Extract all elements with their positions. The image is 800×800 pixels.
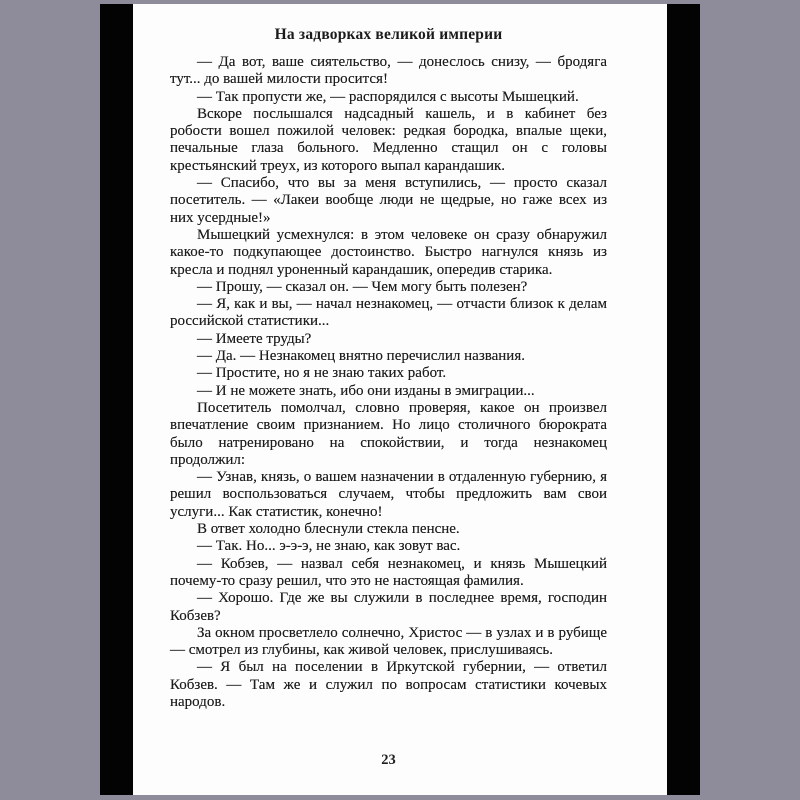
page-text bbox=[170, 54, 607, 711]
paragraph: За окном просветлело солнечно, Христос — в узлах и в рубище — смотрел из глубины, как живой человек, прислушиваясь. bbox=[170, 624, 607, 659]
page-edge-shadow-left bbox=[100, 4, 133, 795]
paragraph: — Так пропусти же, — распорядился с высоты Мышецкий. bbox=[197, 88, 579, 105]
paragraph: — Я, как и вы, — начал незнакомец, — отчасти близок к делам российской статистики... bbox=[170, 296, 607, 330]
paragraph: — Так. Но... э-э-э, не знаю, как зовут вас. bbox=[197, 538, 461, 555]
paragraph: — Прошу, — сказал он. — Чем могу быть полезен? bbox=[197, 278, 528, 295]
paragraph: — Простите, но я не знаю таких работ. bbox=[197, 365, 447, 382]
paragraph: — Узнав, князь, о вашем назначении в отдаленную губернию, я решил воспользоваться случаем, чтобы предложить вам свои услуги... Как статистик, конечно! bbox=[170, 469, 607, 520]
paragraph: Мышецкий усмехнулся: в этом человеке он сразу обнаружил какое-то подкупающее достоинство. Быстро нагнулся князь из кресла и поднял уроненный карандашик, опередив старика. bbox=[170, 226, 607, 278]
running-header: На задворках великой империи bbox=[274, 26, 503, 43]
paragraph: — Имеете труды? bbox=[197, 330, 312, 347]
page-number: 23 bbox=[381, 752, 396, 768]
paragraph: В ответ холодно блеснули стекла пенсне. bbox=[197, 521, 460, 538]
book-page bbox=[133, 4, 667, 795]
page-edge-shadow-right bbox=[667, 4, 700, 795]
paragraph: Вскоре послышался надсадный кашель, и в кабинет без робости вошел пожилой человек: редкая бородка, впалые щеки, печальные глаза больного. Медленно стащил он с головы крестьянский треух, из которого выпал карандашик. bbox=[170, 105, 607, 174]
paragraph: — И не можете знать, ибо они изданы в эмиграции... bbox=[197, 382, 535, 399]
paragraph: — Хорошо. Где же вы служили в последнее время, господин Кобзев? bbox=[170, 590, 607, 624]
paragraph: — Да. — Незнакомец внятно перечислил названия. bbox=[197, 348, 525, 365]
paragraph: — Да вот, ваше сиятельство, — донеслось снизу, — бродяга тут... до вашей милости просится! bbox=[170, 54, 607, 88]
paragraph: — Я был на поселении в Иркутской губернии, — ответил Кобзев. — Там же и служил по вопросам статистики кочевых народов. bbox=[170, 659, 607, 710]
paragraph: — Спасибо, что вы за меня вступились, — просто сказал посетитель. — «Лакеи вообще люди не щедрые, но гаже всех из них усердные!» bbox=[170, 175, 607, 226]
paragraph: — Кобзев, — назвал себя незнакомец, и князь Мышецкий почему-то сразу решил, что это не настоящая фамилия. bbox=[170, 555, 607, 589]
paragraph: Посетитель помолчал, словно проверяя, какое он произвел впечатление своим признанием. Но лицо столичного бюрократа было натренировано на спокойствии, и тогда незнакомец продолжил: bbox=[170, 399, 607, 468]
